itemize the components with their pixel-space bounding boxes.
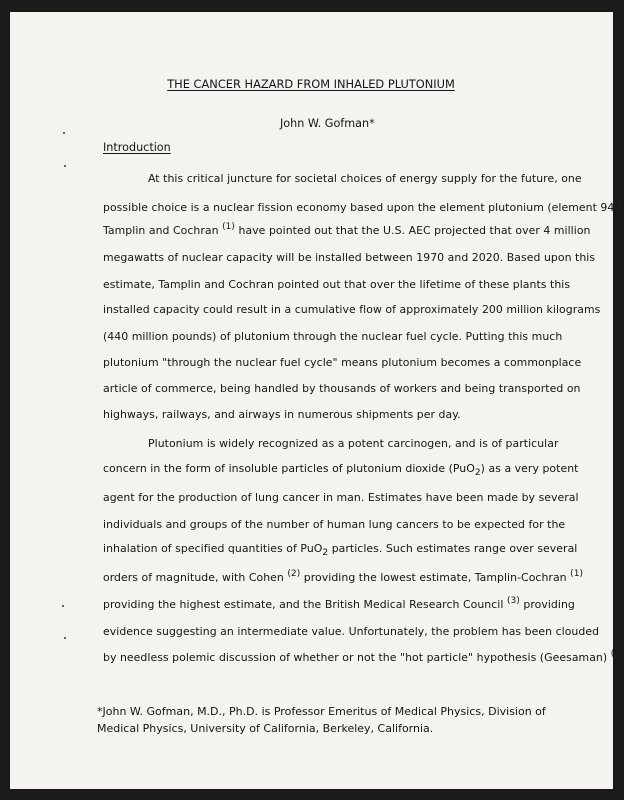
text-line: evidence suggesting an intermediate value. Unfortunately, the problem has been clouded (103, 625, 600, 638)
text-line: (440 million pounds) of plutonium through the nuclear fuel cycle. Putting this much (103, 330, 563, 343)
text-line: individuals and groups of the number of human lung cancers to be expected for the (103, 518, 566, 531)
author-line: John W. Gofman* (280, 117, 375, 130)
section-heading: Introduction (103, 141, 171, 154)
text-line: inhalation of specified quantities of PuO$_2$ particles. Such estimates range over several (103, 542, 578, 558)
text-line: Plutonium is widely recognized as a potent carcinogen, and is of particular (148, 437, 559, 450)
text-line: concern in the form of insoluble particles of plutonium dioxide (PuO$_2$) as a very potent (103, 462, 579, 478)
text-line: highways, railways, and airways in numerous shipments per day. (103, 408, 461, 421)
text-line: article of commerce, being handled by thousands of workers and being transported on (103, 382, 581, 395)
text-line: megawatts of nuclear capacity will be installed between 1970 and 2020. Based upon this (103, 251, 596, 264)
text-line: At this critical juncture for societal choices of energy supply for the future, one (148, 172, 582, 185)
text-line: estimate, Tamplin and Cochran pointed out that over the lifetime of these plants this (103, 278, 571, 291)
text-line: agent for the production of lung cancer in man. Estimates have been made by several (103, 491, 579, 504)
text-line: installed capacity could result in a cumulative flow of approximately 200 million kilograms (103, 303, 601, 316)
citation-ref: (3) (506, 596, 520, 606)
text-line: by needless polemic discussion of whether or not the "hot particle" hypothesis (Geesaman) $^{(4)}$ (103, 649, 624, 664)
scan-speck (62, 605, 64, 607)
subscript: 2 (322, 548, 329, 558)
citation-ref: (1) (222, 222, 235, 232)
document-title: THE CANCER HAZARD FROM INHALED PLUTONIUM (167, 77, 455, 91)
scan-speck (64, 165, 66, 167)
citation-ref: (2) (287, 569, 301, 579)
footnote-line: Medical Physics, University of California, Berkeley, California. (97, 722, 434, 735)
scan-speck (63, 132, 65, 134)
text-line: plutonium "through the nuclear fuel cycle" means plutonium becomes a commonplace (103, 356, 582, 369)
subscript: 2 (474, 468, 481, 478)
citation-ref: (1) (570, 569, 584, 579)
footnote-line: *John W. Gofman, M.D., Ph.D. is Professor Emeritus of Medical Physics, Division of (97, 705, 546, 718)
text-line: providing the highest estimate, and the British Medical Research Council $^{(3)}$ providing (103, 596, 575, 611)
citation-ref: (4) (610, 649, 624, 659)
text-line: orders of magnitude, with Cohen $^{(2)}$ providing the lowest estimate, Tamplin-Cochran $^{(1)}$ (103, 569, 584, 584)
text-line: possible choice is a nuclear fission economy based upon the element plutonium (element 94). (103, 201, 623, 214)
text-line: Tamplin and Cochran $^{(1)}$ have pointed out that the U.S. AEC projected that over 4 million (103, 222, 591, 237)
scan-speck (64, 637, 66, 639)
